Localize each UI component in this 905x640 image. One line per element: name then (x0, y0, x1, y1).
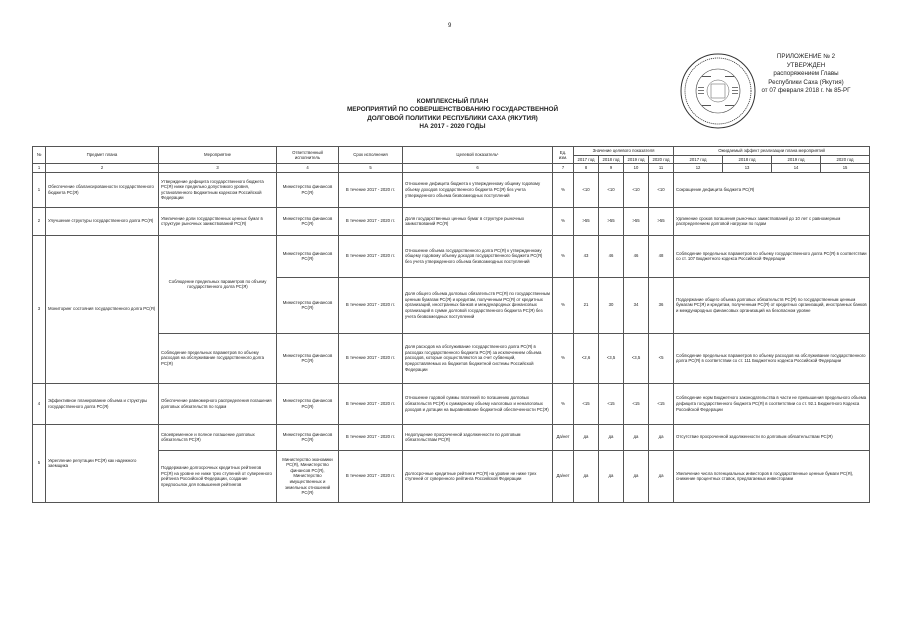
value-cell: >55 (574, 207, 599, 235)
value-cell: да (624, 424, 649, 450)
indicator-cell: Отношение объема государственного долга РС(Я) к утвержденному общему годовому объему доходов государственного бюджета РС(Я) без учета утвержденного объема безвозмездных поступлений (403, 235, 553, 277)
header-values-group: Значение целевого показателя (574, 147, 674, 156)
title-line: НА 2017 - 2020 ГОДЫ (419, 123, 486, 131)
column-number: 9 (599, 164, 624, 173)
value-cell: 46 (624, 235, 649, 277)
column-number: 8 (574, 164, 599, 173)
deadline-cell: В течение 2017 - 2020 гг. (339, 424, 403, 450)
column-number: 7 (553, 164, 574, 173)
effect-cell: Увеличение числа потенциальных инвесторов в государственные ценные бумаги РС(Я), снижение процентных ставок, предлагаемых инвесторами (674, 450, 870, 502)
column-number: 10 (624, 164, 649, 173)
unit-cell: % (553, 277, 574, 333)
column-number: 6 (403, 164, 553, 173)
effect-cell: Соблюдение предельных параметров по объему государственного долга РС(Я) в соответствии со ст. 107 Бюджетного кодекса Российской Федерации (674, 235, 870, 277)
task-cell: Мониторинг состояния государственного долга РС(Я) (46, 235, 159, 383)
indicator-cell: Долгосрочные кредитные рейтинги РС(Я) на уровне не ниже трех ступеней от суверенного рейтинга Российской Федерации (403, 450, 553, 502)
indicator-cell: Доля общего объема долговых обязательств РС(Я) по государственным ценным бумагам РС(Я) и кредитам, полученным РС(Я) от кредитных организаций, иностранных банков и международных финансовых организаций в сумме долговой государственного бюджета РС(Я) без учета безвозмездных поступлений (403, 277, 553, 333)
title-line: КОМПЛЕКСНЫЙ ПЛАН (416, 98, 489, 105)
row-number: 4 (33, 383, 46, 424)
responsible-cell: Министерство финансов РС(Я) (277, 172, 339, 207)
responsible-cell: Министерство финансов РС(Я) (277, 424, 339, 450)
value-cell: да (599, 450, 624, 502)
column-number: 3 (159, 164, 277, 173)
indicator-cell: Доля государственных ценных бумаг в структуре рыночных заимствований РС(Я) (403, 207, 553, 235)
effect-cell: Соблюдение норм Бюджетного законодательства в части не превышения предельного объема дефицита государственного бюджета РС(Я) в соответствии со ст. 92.1 Бюджетного Кодекса Российской Федерации (674, 383, 870, 424)
measure-cell: Соблюдение предельных параметров по объему расходов на обслуживание государственного долга РС(Я) (159, 333, 277, 383)
column-number: 5 (339, 164, 403, 173)
header-unit: Ед. изм. (553, 147, 574, 164)
column-number: 1 (33, 164, 46, 173)
value-cell: 34 (624, 277, 649, 333)
row-number: 5 (33, 424, 46, 502)
unit-cell: Да/нет (553, 424, 574, 450)
column-number: 15 (821, 164, 870, 173)
indicator-cell: Отношение годовой суммы платежей по погашению долговых обязательств РС(Я) к суммарному объему налоговых и неналоговых доходов и дотации на выравнивание бюджетной обеспеченности РС(Я) (403, 383, 553, 424)
column-number: 4 (277, 164, 339, 173)
page-number: 9 (448, 23, 452, 29)
header-year: 2019 год (624, 155, 649, 164)
row-number: 1 (33, 172, 46, 207)
value-cell: да (574, 424, 599, 450)
approval-block (746, 53, 866, 96)
table-row (33, 424, 870, 450)
value-cell: <15 (574, 383, 599, 424)
value-cell: да (574, 450, 599, 502)
measure-cell: Своевременное и полное погашение долговых обязательств РС(Я) (159, 424, 277, 450)
indicator-cell: Отношение дефицита бюджета к утвержденному общему годовому объему доходов государственного бюджета РС(Я) без учета утвержденного объема безвозмездных поступлений (403, 172, 553, 207)
deadline-cell: В течение 2017 - 2020 гг. (339, 207, 403, 235)
value-cell: да (599, 424, 624, 450)
deadline-cell: В течение 2017 - 2020 гг. (339, 450, 403, 502)
header-year: 2020 год (821, 155, 870, 164)
column-number: 2 (46, 164, 159, 173)
header-year: 2017 год (674, 155, 723, 164)
table-row (33, 207, 870, 235)
value-cell: <10 (624, 172, 649, 207)
value-cell: <15 (649, 383, 674, 424)
effect-cell: Сокращение дефицита бюджета РС(Я) (674, 172, 870, 207)
effect-cell: Отсутствие просроченной задолженности по долговым обязательствам РС(Я) (674, 424, 870, 450)
approval-line: УТВЕРЖДЕН (786, 61, 826, 69)
title-line: ДОЛГОВОЙ ПОЛИТИКИ РЕСПУБЛИКИ САХА (ЯКУТИЯ) (367, 114, 538, 122)
column-number: 11 (649, 164, 674, 173)
header-indicator: Целевой показатель¹ (403, 147, 553, 164)
value-cell: <10 (574, 172, 599, 207)
unit-cell: Да/нет (553, 450, 574, 502)
table-row (33, 172, 870, 207)
header-year: 2020 год (649, 155, 674, 164)
approval-line: от 07 февраля 2018 г. № 85-РГ (761, 87, 851, 95)
value-cell: <15 (624, 383, 649, 424)
header-responsible: Ответственный исполнитель (277, 147, 339, 164)
measure-cell: Поддержание долгосрочных кредитных рейтингов РС(Я) на уровне не ниже трех ступеней от суверенного рейтинга Российской Федерации, создание предпосылок для повышения рейтингов (159, 450, 277, 502)
value-cell: 21 (574, 277, 599, 333)
value-cell: <10 (649, 172, 674, 207)
responsible-cell: Министерство финансов РС(Я) (277, 207, 339, 235)
header-measure: Мероприятие (159, 147, 277, 164)
deadline-cell: В течение 2017 - 2020 гг. (339, 172, 403, 207)
value-cell: да (649, 424, 674, 450)
value-cell: да (649, 450, 674, 502)
document-title (300, 98, 605, 132)
column-number: 12 (674, 164, 723, 173)
deadline-cell: В течение 2017 - 2020 гг. (339, 333, 403, 383)
measure-cell: Обеспечение равномерного распределения погашения долговых обязательств по годам (159, 383, 277, 424)
row-number: 2 (33, 207, 46, 235)
task-cell: Укрепление репутации РС(Я) как надежного заемщика (46, 424, 159, 502)
responsible-cell: Министерство финансов РС(Я) (277, 235, 339, 277)
unit-cell: % (553, 207, 574, 235)
value-cell: да (624, 450, 649, 502)
table-row (33, 383, 870, 424)
measure-cell: Увеличение доли государственных ценных бумаг в структуре рыночных заимствований РС(Я) (159, 207, 277, 235)
unit-cell: % (553, 172, 574, 207)
effect-cell: Удлинение сроков погашения рыночных заимствований до 10 лет с равномерным распределением долговой нагрузки по годам (674, 207, 870, 235)
unit-cell: % (553, 333, 574, 383)
indicator-cell: Доля расходов на обслуживание государственного долга РС(Я) в расходах государственного бюджета РС(Я) за исключением объема расходов, которые осуществляются за счет субвенций, предоставляемых из бюджетов бюджетной системы Российской Федерации (403, 333, 553, 383)
value-cell: 48 (649, 235, 674, 277)
responsible-cell: Министерство финансов РС(Я) (277, 383, 339, 424)
effect-cell: Соблюдение предельных параметров по объему расходов на обслуживание государственного долга РС(Я) в соответствии со ст. 111 Бюджетного кодекса Российской Федерации (674, 333, 870, 383)
effect-cell: Поддержание общего объема долговых обязательств РС(Я) по государственным ценным бумагам РС(Я) и кредитам, полученным РС(Я) от кредитных организаций, иностранных банков и международных финансовых организаций на безопасном уровне (674, 277, 870, 333)
plan-table (32, 146, 870, 503)
value-cell: 46 (599, 235, 624, 277)
indicator-cell: Недопущение просроченной задолженности по долговым обязательствам РС(Я) (403, 424, 553, 450)
value-cell: <15 (599, 383, 624, 424)
measure-cell: Соблюдение предельных параметров по объему государственного долга РС(Я) (159, 235, 277, 333)
column-number: 14 (772, 164, 821, 173)
table-row (33, 450, 870, 502)
title-line: МЕРОПРИЯТИЙ ПО СОВЕРШЕНСТВОВАНИЮ ГОСУДАРСТВЕННОЙ (346, 106, 559, 114)
table-row (33, 333, 870, 383)
approval-line: ПРИЛОЖЕНИЕ № 2 (776, 53, 836, 60)
measure-cell: Утверждение дефицита государственного бюджета РС(Я) ниже предельно допустимого уровня, установленного Бюджетным кодексом Российской Федерации (159, 172, 277, 207)
value-cell: >55 (624, 207, 649, 235)
responsible-cell: Министерство экономики РС(Я), Министерство финансов РС(Я), Министерство имущественных и земельных отношений РС(Я) (277, 450, 339, 502)
header-year: 2019 год (772, 155, 821, 164)
header-effect-group: Ожидаемый эффект реализации плана мероприятий (674, 147, 870, 156)
value-cell: <5 (649, 333, 674, 383)
unit-cell: % (553, 383, 574, 424)
value-cell: 43 (574, 235, 599, 277)
task-cell: Эффективное планирование объема и структуры государственного долга РС(Я) (46, 383, 159, 424)
approval-line: Республики Саха (Якутия) (768, 78, 844, 86)
responsible-cell: Министерство финансов РС(Я) (277, 333, 339, 383)
value-cell: <3,5 (624, 333, 649, 383)
responsible-cell: Министерство финансов РС(Я) (277, 277, 339, 333)
value-cell: 30 (599, 277, 624, 333)
value-cell: 36 (649, 277, 674, 333)
value-cell: >55 (649, 207, 674, 235)
table-row (33, 235, 870, 277)
header-year: 2018 год (599, 155, 624, 164)
value-cell: <2,6 (574, 333, 599, 383)
header-deadline: Срок исполнения (339, 147, 403, 164)
column-number: 13 (723, 164, 772, 173)
value-cell: <10 (599, 172, 624, 207)
header-year: 2017 год (574, 155, 599, 164)
deadline-cell: В течение 2017 - 2020 гг. (339, 277, 403, 333)
header-year: 2018 год (723, 155, 772, 164)
task-cell: Улучшение структуры государственного долга РС(Я) (46, 207, 159, 235)
unit-cell: % (553, 235, 574, 277)
deadline-cell: В течение 2017 - 2020 гг. (339, 235, 403, 277)
header-task: Предмет плана (46, 147, 159, 164)
value-cell: <3,5 (599, 333, 624, 383)
value-cell: >55 (599, 207, 624, 235)
header-num: № (33, 147, 46, 164)
approval-line: распоряжением Главы (773, 70, 839, 78)
row-number: 3 (33, 235, 46, 383)
deadline-cell: В течение 2017 - 2020 гг. (339, 383, 403, 424)
task-cell: Обеспечение сбалансированности государственного бюджета РС(Я) (46, 172, 159, 207)
